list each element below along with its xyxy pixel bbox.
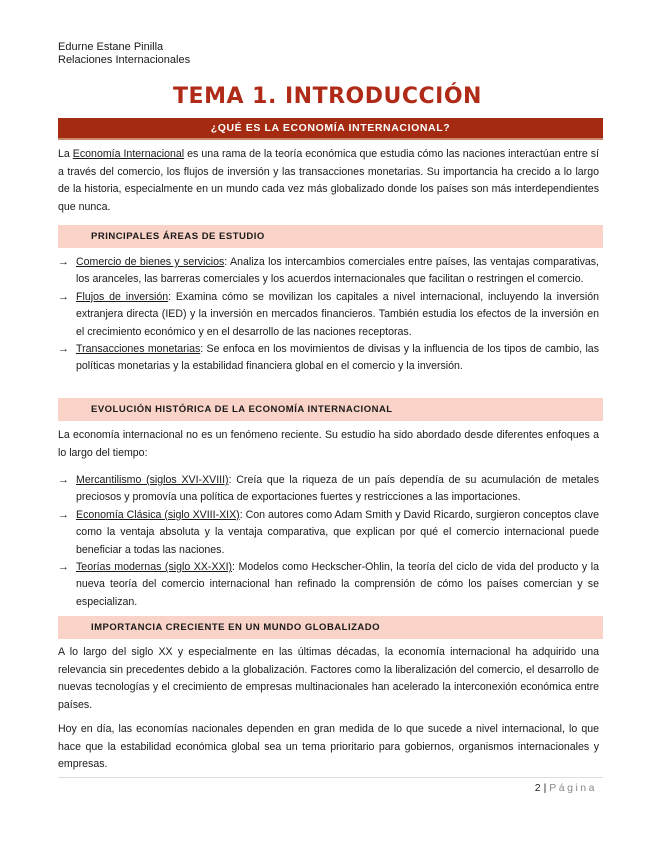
arrow-icon: →	[58, 290, 69, 303]
arrow-icon: →	[58, 561, 69, 574]
list-item: → Transacciones monetarias: Se enfoca en los movimientos de divisas y la influencia de los tipos de cambio, las políticas monetarias y la estabilidad financiera global en el comercio y la inversión.	[58, 343, 599, 373]
author-name: Edurne Estane Pinilla	[58, 41, 164, 53]
list-item: → Economía Clásica (siglo XVIII-XIX): Con autores como Adam Smith y David Ricardo, surgieron conceptos clave como la ventaja absoluta y la ventaja comparativa, que explican por qué el comercio internacional puede beneficiar a todas las naciones.	[58, 508, 599, 556]
page-label: Página	[549, 782, 597, 794]
evolution-intro: La economía internacional no es un fenómeno reciente. Su estudio ha sido abordado desde diferentes enfoques a lo largo del tiempo:	[58, 429, 599, 459]
course-name: Relaciones Internacionales	[58, 54, 191, 66]
term-economia-internacional: Economía Internacional	[72, 148, 185, 160]
page-number: 2	[534, 782, 541, 794]
list-item: → Flujos de inversión: Examina cómo se movilizan los capitales a nivel internacional, incluyendo la inversión extranjera directa (IED) y la inversión en mercados financieros. También estudia los efectos de la inversión en el crecimiento económico y en el desarrollo de las naciones receptoras.	[58, 290, 599, 338]
page-header	[58, 41, 190, 67]
arrow-icon: →	[58, 474, 69, 486]
list-item: → Mercantilismo (siglos XVI-XVIII): Creía que la riqueza de un país dependía de su acumulación de metales preciosos y promovía una política de exportaciones fuertes y restricciones a las importaciones.	[58, 474, 599, 504]
section-heading-evolution: EVOLUCIÓN HISTÓRICA DE LA ECONOMÍA INTERNACIONAL	[58, 398, 603, 421]
importance-paragraph-1: A lo largo del siglo XX y especialmente en las últimas décadas, la economía internacional ha adquirido una relevancia sin precedentes debido a la globalización. Factores como la liberalización del comercio, el desarrollo de nuevas tecnologías y el crecimiento de empresas multinacionales han acelerado la interconexión económica entre países.	[58, 646, 599, 711]
evolution-list	[58, 472, 599, 611]
section-banner: ¿QUÉ ES LA ECONOMÍA INTERNACIONAL?	[58, 118, 603, 140]
areas-list	[58, 254, 599, 376]
arrow-icon: →	[58, 256, 69, 268]
page-title: TEMA 1. INTRODUCCIÓN	[173, 84, 482, 109]
arrow-icon: →	[58, 343, 69, 356]
section-heading-areas: PRINCIPALES ÁREAS DE ESTUDIO	[58, 225, 603, 248]
section-heading-importance: IMPORTANCIA CRECIENTE EN UN MUNDO GLOBALIZADO	[58, 616, 603, 639]
list-item: → Comercio de bienes y servicios: Analiza los intercambios comerciales entre países, las ventajas comparativas, los aranceles, las barreras comerciales y los acuerdos internacionales que facilitan o restringen el comercio.	[58, 256, 599, 286]
footer-divider	[58, 777, 603, 778]
arrow-icon: →	[58, 508, 69, 521]
page-footer: 2 | Página	[534, 782, 597, 794]
importance-paragraph-2: Hoy en día, las economías nacionales dependen en gran medida de lo que sucede a nivel internacional, lo que hace que la estabilidad económica global sea un tema prioritario para gobiernos, organismos internacionales y empresas.	[58, 723, 599, 771]
list-item: → Teorías modernas (siglo XX-XXI): Modelos como Heckscher-Ohlin, la teoría del ciclo de vida del producto y la nueva teoría del comercio internacional han refinado la comprensión de cómo los países comercian y se especializan.	[58, 561, 599, 608]
intro-paragraph: La Economía Internacional es una rama de la teoría económica que estudia cómo las naciones interactúan entre sí a través del comercio, los flujos de inversión y las transacciones monetarias. Su importancia ha crecido a lo largo de la historia, especialmente en un mundo cada vez más globalizado donde los países son más interdependientes que nunca.	[58, 148, 599, 213]
